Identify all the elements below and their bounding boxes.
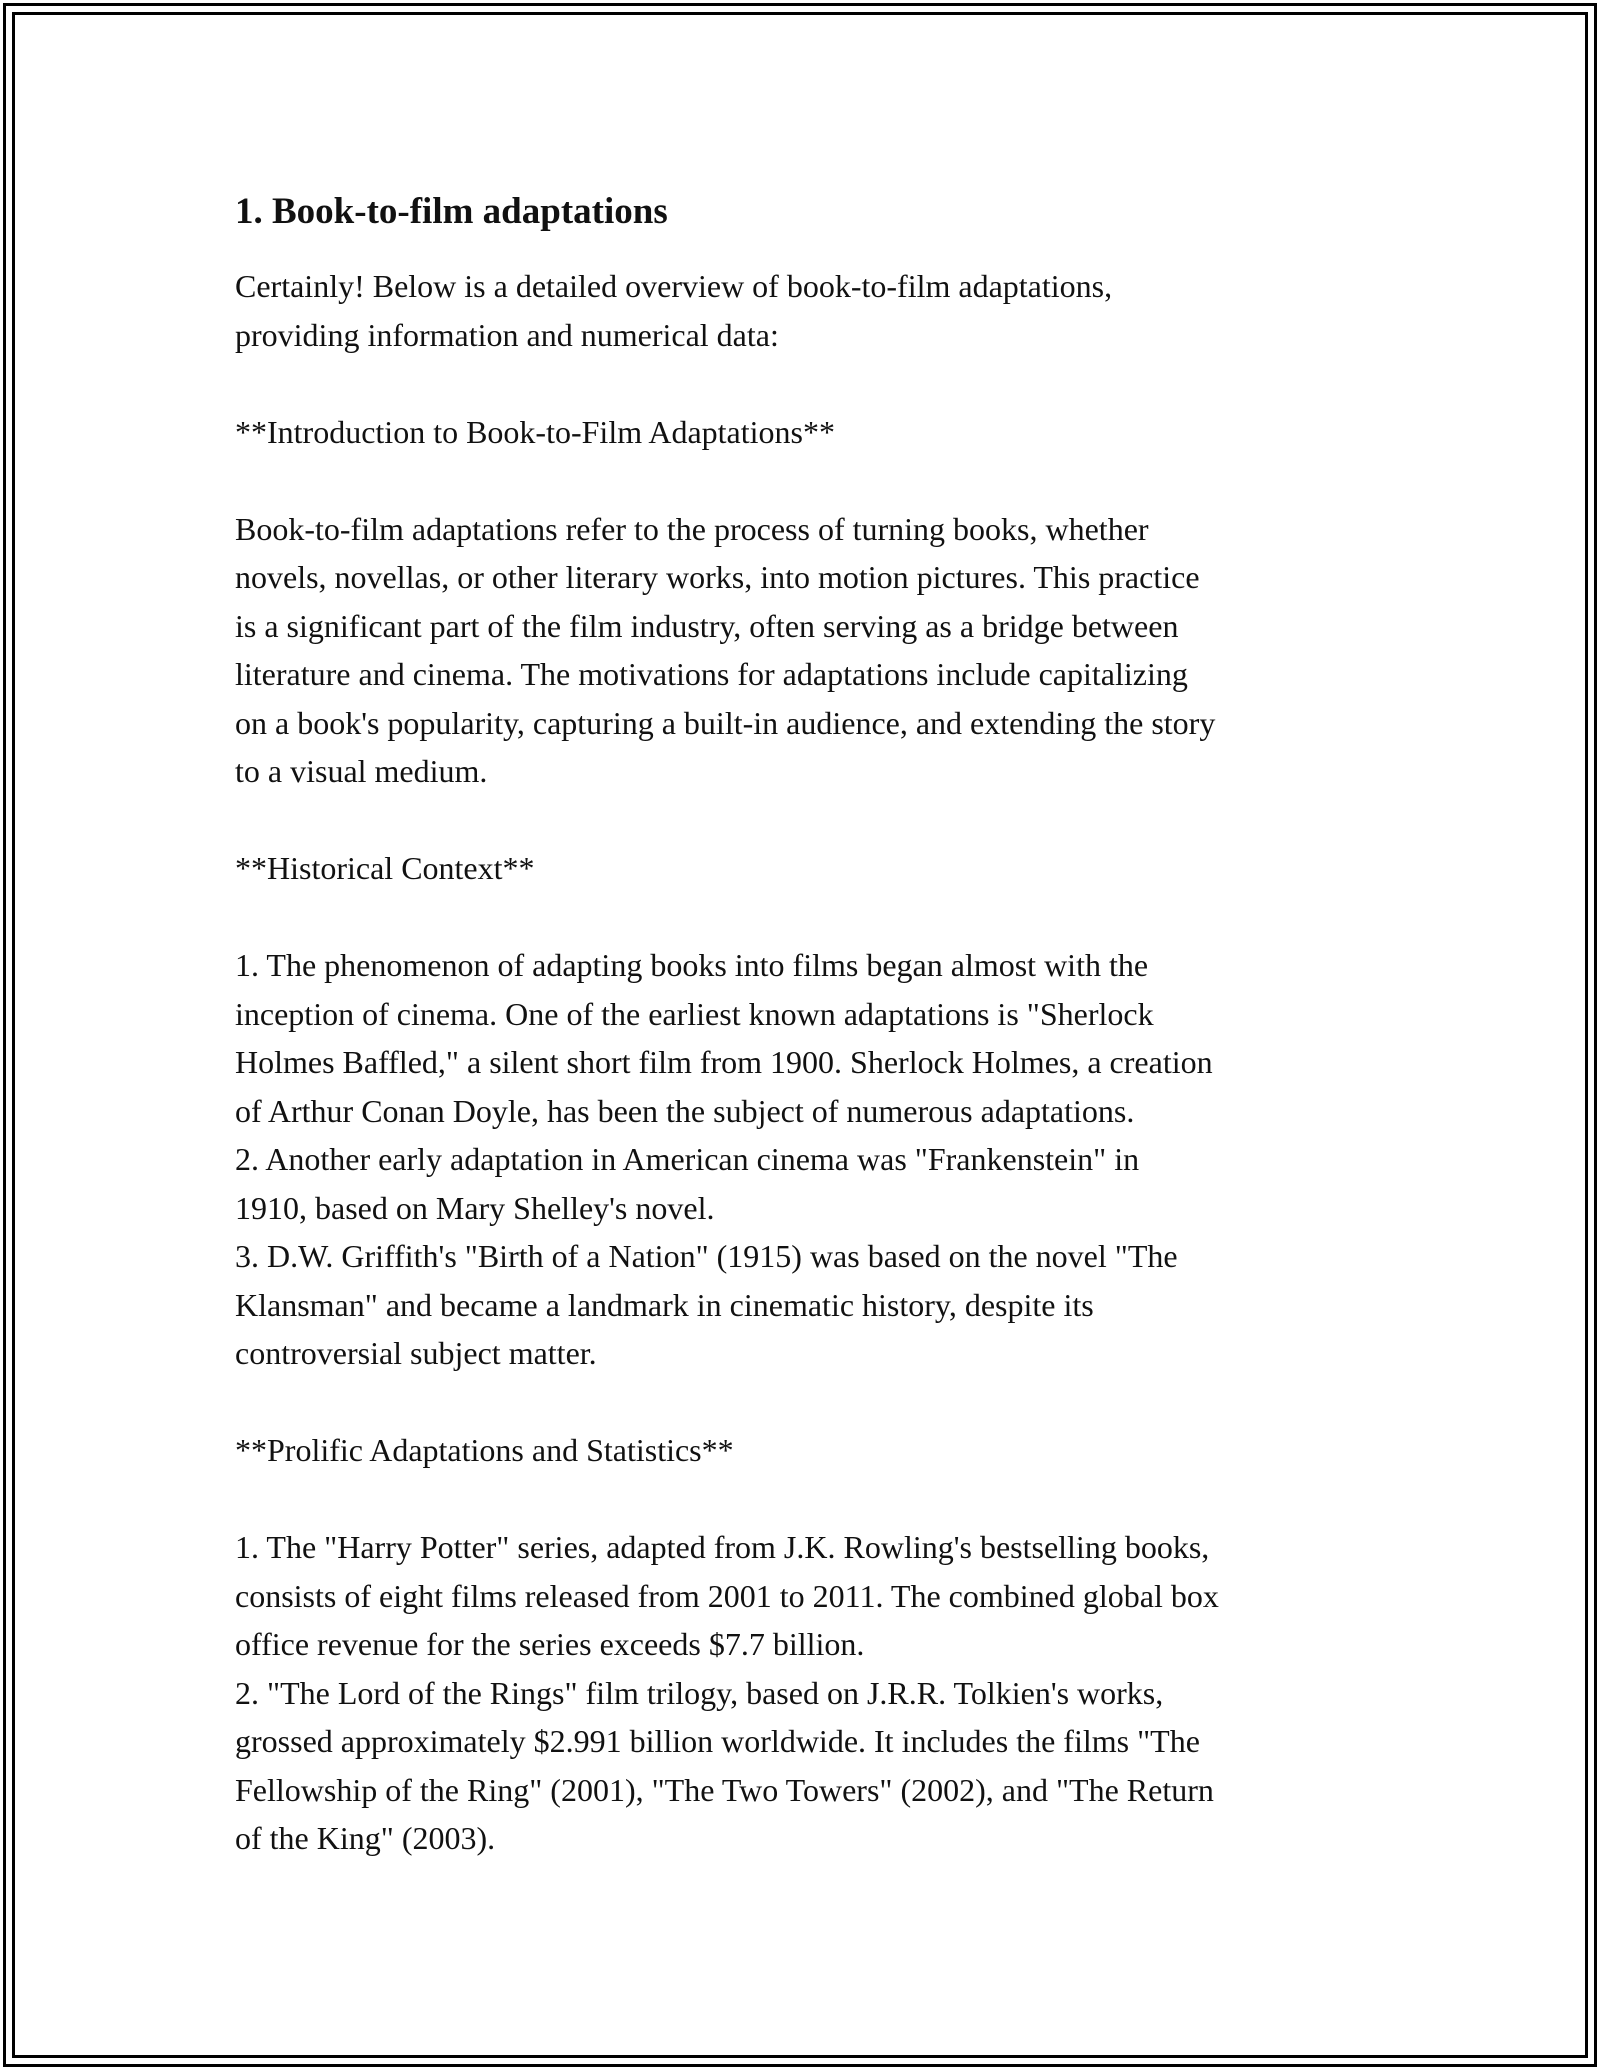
text-line: 2. "The Lord of the Rings" film trilogy, based on J.R.R. Tolkien's works, xyxy=(235,1674,1164,1711)
prolific-adaptations-list xyxy=(235,1523,1375,1863)
text-line: consists of eight films released from 2001 to 2011. The combined global box xyxy=(235,1577,1219,1614)
introduction-paragraph xyxy=(235,505,1375,796)
text-line: to a visual medium. xyxy=(235,753,488,789)
text-line: 2. Another early adaptation in American cinema was "Frankenstein" in xyxy=(235,1141,1140,1177)
text-line: Certainly! Below is a detailed overview of book-to-film adaptations, xyxy=(235,268,1113,304)
text-line: grossed approximately $2.991 billion worldwide. It includes the films "The xyxy=(235,1723,1200,1759)
text-line: is a significant part of the film industry, often serving as a bridge between xyxy=(235,607,1179,644)
text-line: inception of cinema. One of the earliest known adaptations is "Sherlock xyxy=(235,995,1154,1032)
text-line: on a book's popularity, capturing a built-in audience, and extending the story xyxy=(235,704,1216,741)
text-line: Holmes Baffled," a silent short film from 1900. Sherlock Holmes, a creation xyxy=(235,1044,1213,1080)
text-line: 1910, based on Mary Shelley's novel. xyxy=(235,1189,715,1226)
text-line: providing information and numerical data: xyxy=(235,316,779,353)
text-line: office revenue for the series exceeds $7.7 billion. xyxy=(235,1626,865,1662)
text-line: Fellowship of the Ring" (2001), "The Two Towers" (2002), and "The Return xyxy=(235,1771,1214,1808)
document-body xyxy=(235,186,1375,1911)
text-line: **Prolific Adaptations and Statistics** xyxy=(235,1432,734,1468)
text-line: Book-to-film adaptations refer to the process of turning books, whether xyxy=(235,510,1149,547)
document-title: 1. Book-to-film adaptations xyxy=(235,191,668,232)
section-heading-historical-context xyxy=(235,844,1375,893)
section-heading-prolific-adaptations xyxy=(235,1426,1375,1475)
text-line: novels, novellas, or other literary works, into motion pictures. This practice xyxy=(235,559,1200,595)
text-line: 1. The phenomenon of adapting books into films began almost with the xyxy=(235,947,1149,983)
text-line: Klansman" and became a landmark in cinematic history, despite its xyxy=(235,1286,1094,1323)
text-line: 3. D.W. Griffith's "Birth of a Nation" (1915) was based on the novel "The xyxy=(235,1238,1178,1274)
text-line: **Historical Context** xyxy=(235,850,535,886)
text-line: controversial subject matter. xyxy=(235,1335,597,1371)
intro-paragraph xyxy=(235,262,1375,359)
historical-context-list xyxy=(235,941,1375,1378)
text-line: of the King" (2003). xyxy=(235,1820,496,1856)
section-heading-introduction xyxy=(235,408,1375,457)
text-line: 1. The "Harry Potter" series, adapted from J.K. Rowling's bestselling books, xyxy=(235,1529,1210,1565)
text-line: literature and cinema. The motivations for adaptations include capitalizing xyxy=(235,656,1188,692)
text-line: **Introduction to Book-to-Film Adaptations** xyxy=(235,413,835,450)
text-line: of Arthur Conan Doyle, has been the subject of numerous adaptations. xyxy=(235,1092,1135,1129)
